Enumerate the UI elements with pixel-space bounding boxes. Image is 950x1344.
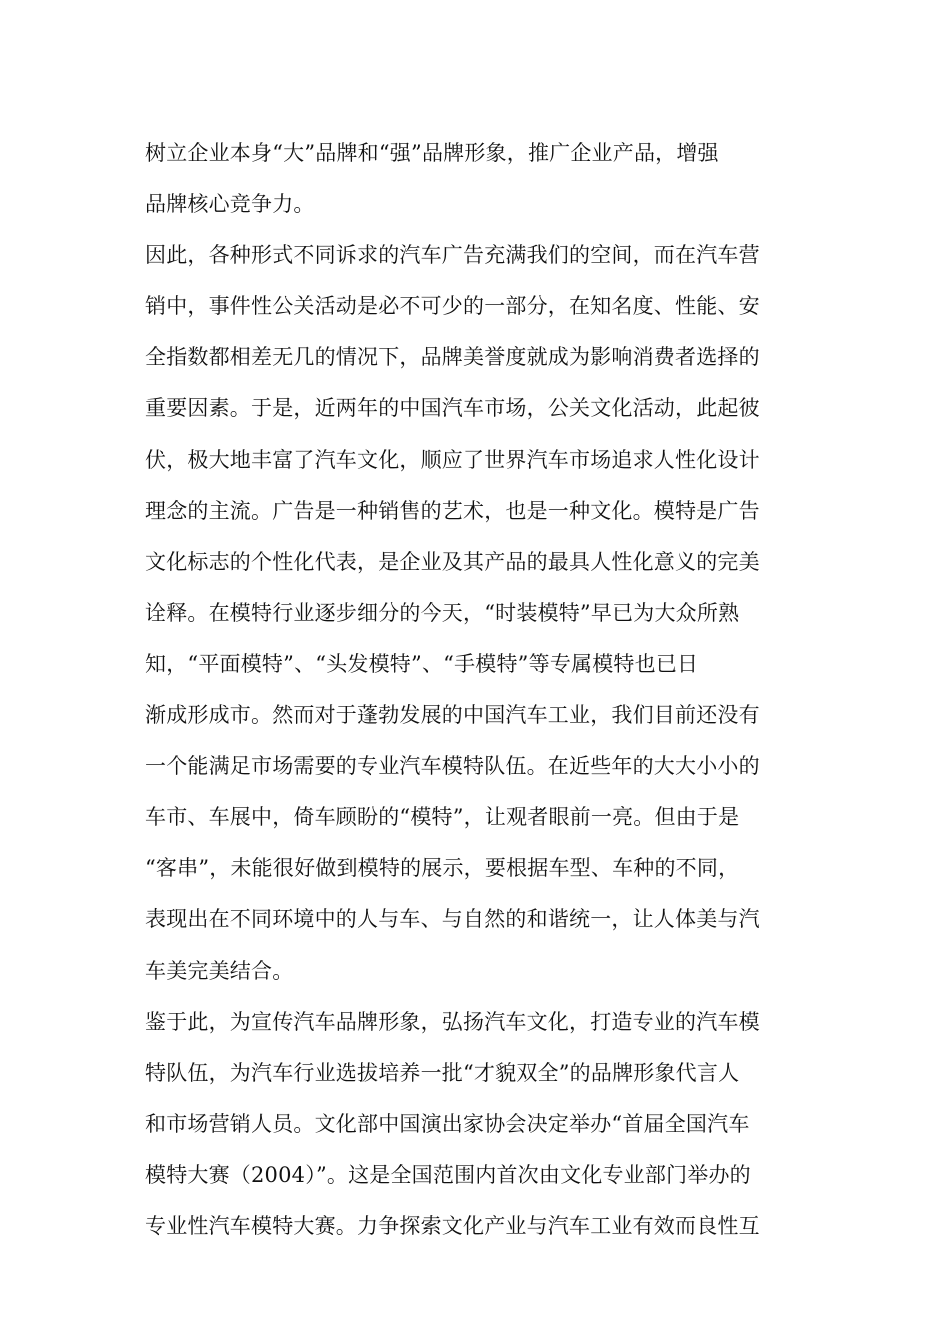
text-line: “客串”，未能很好做到模特的展示，要根据车型、车种的不同， <box>145 856 740 881</box>
text-line: 表现出在不同环境中的人与车、与自然的和谐统一，让人体美与汽 <box>145 907 760 932</box>
text-line: 因此，各种形式不同诉求的汽车广告充满我们的空间，而在汽车营 <box>145 243 760 268</box>
text-line: 伏，极大地丰富了汽车文化，顺应了世界汽车市场追求人性化设计 <box>145 447 760 472</box>
text-line: 和市场营销人员。文化部中国演出家协会决定举办“首届全国汽车 <box>145 1111 750 1136</box>
text-line: 理念的主流。广告是一种销售的艺术，也是一种文化。模特是广告 <box>145 498 760 523</box>
text-line: 渐成形成市。然而对于蓬勃发展的中国汽车工业，我们目前还没有 <box>145 703 760 728</box>
text-line: 鉴于此，为宣传汽车品牌形象，弘扬汽车文化，打造专业的汽车模 <box>145 1009 760 1034</box>
text-line: 知，“平面模特”、“头发模特”、“手模特”等专属模特也已日 <box>145 651 699 676</box>
text-line: 全指数都相差无几的情况下，品牌美誉度就成为影响消费者选择的 <box>145 345 760 370</box>
text-line: 重要因素。于是，近两年的中国汽车市场，公关文化活动，此起彼 <box>145 396 760 421</box>
text-line: 品牌核心竞争力。 <box>145 192 315 217</box>
text-line: 车市、车展中，倚车顾盼的“模特”，让观者眼前一亮。但由于是 <box>145 805 740 830</box>
text-line: 文化标志的个性化代表，是企业及其产品的最具人性化意义的完美 <box>145 549 760 574</box>
text-line: 树立企业本身“大”品牌和“强”品牌形象，推广企业产品，增强 <box>145 141 719 165</box>
text-line: 特队伍，为汽车行业选拔培养一批“才貌双全”的品牌形象代言人 <box>145 1060 740 1085</box>
text-line: 模特大赛（2004）”。这是全国范围内首次由文化专业部门举办的 <box>145 1162 751 1187</box>
text-line: 车美完美结合。 <box>145 958 294 983</box>
text-line: 专业性汽车模特大赛。力争探索文化产业与汽车工业有效而良性互 <box>145 1213 760 1238</box>
text-line: 一个能满足市场需要的专业汽车模特队伍。在近些年的大大小小的 <box>145 754 760 779</box>
text-line: 销中，事件性公关活动是必不可少的一部分，在知名度、性能、安 <box>145 294 760 319</box>
body-text <box>145 128 805 1252</box>
text-line: 诠释。在模特行业逐步细分的今天，“时装模特”早已为大众所熟 <box>145 600 740 625</box>
